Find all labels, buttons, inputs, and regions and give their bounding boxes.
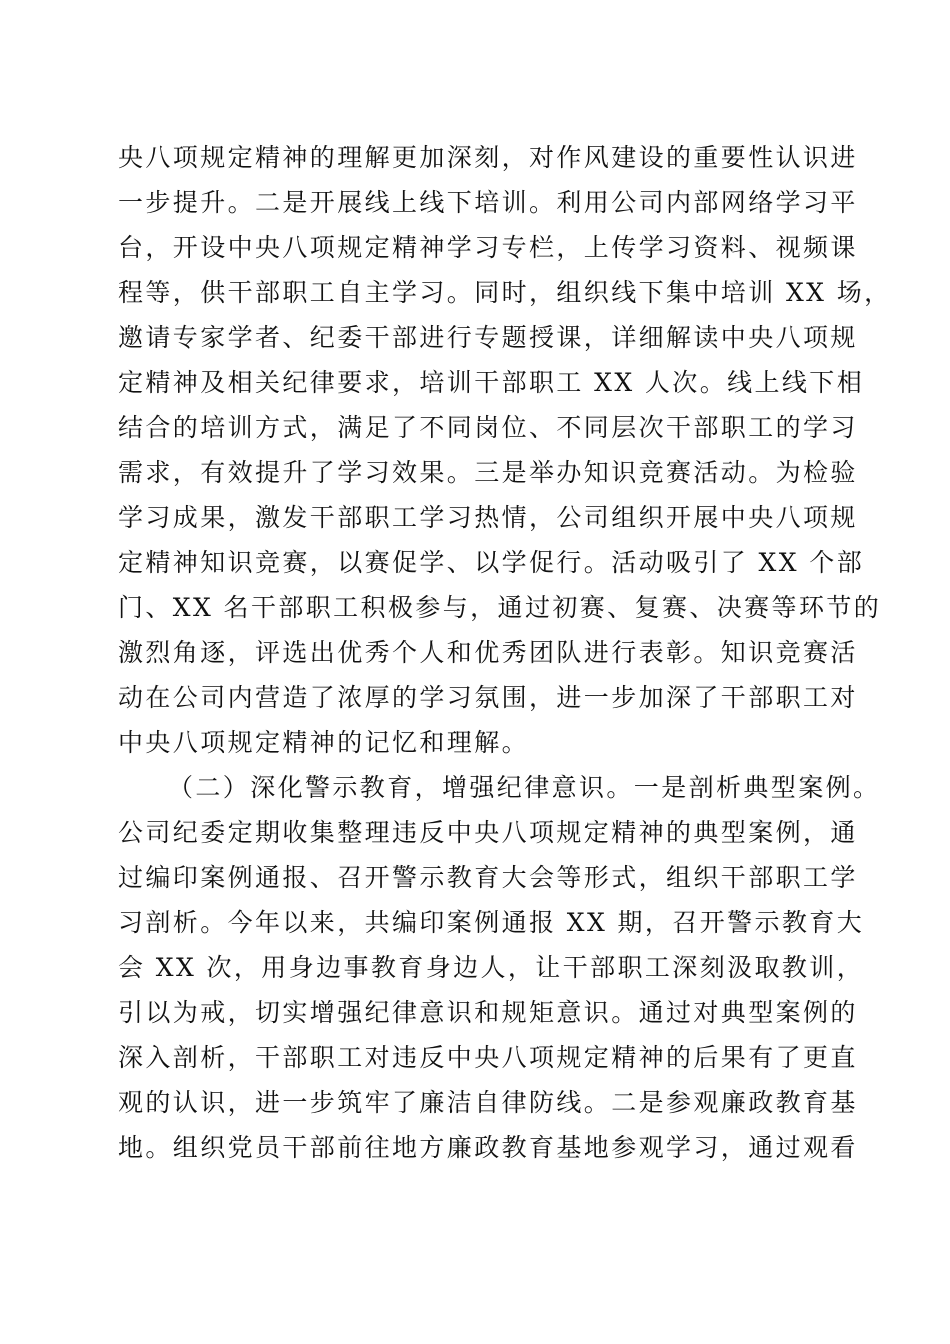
- text-line: 过编印案例通报、召开警示教育大会等形式，组织干部职工学: [118, 863, 858, 892]
- text-line: 观的认识，进一步筑牢了廉洁自律防线。二是参观廉政教育基: [118, 1088, 858, 1117]
- text-line: 会 XX 次，用身边事教育身边人，让干部职工深刻汲取教训，: [118, 953, 865, 982]
- text-line: 定精神知识竞赛，以赛促学、以学促行。活动吸引了 XX 个部: [118, 548, 865, 577]
- text-line: 央八项规定精神的理解更加深刻，对作风建设的重要性认识进: [118, 143, 858, 172]
- text-line: 公司纪委定期收集整理违反中央八项规定精神的典型案例，通: [118, 818, 858, 847]
- text-line: 习剖析。今年以来，共编印案例通报 XX 期，召开警示教育大: [118, 908, 865, 937]
- text-line: 邀请专家学者、纪委干部进行专题授课，详细解读中央八项规: [118, 323, 858, 352]
- text-line: 学习成果，激发干部职工学习热情，公司组织开展中央八项规: [118, 503, 858, 532]
- text-line: 定精神及相关纪律要求，培训干部职工 XX 人次。线上线下相: [118, 368, 865, 397]
- section-heading-line: （二）深化警示教育，增强纪律意识。一是剖析典型案例。: [168, 773, 881, 802]
- text-line: 激烈角逐，评选出优秀个人和优秀团队进行表彰。知识竞赛活: [118, 638, 858, 667]
- text-line: 深入剖析，干部职工对违反中央八项规定精神的后果有了更直: [118, 1043, 858, 1072]
- text-line: 门、XX 名干部职工积极参与，通过初赛、复赛、决赛等环节的: [118, 593, 882, 622]
- text-line: 一步提升。二是开展线上线下培训。利用公司内部网络学习平: [118, 188, 858, 217]
- text-line: 台，开设中央八项规定精神学习专栏，上传学习资料、视频课: [118, 233, 858, 262]
- text-line: 需求，有效提升了学习效果。三是举办知识竞赛活动。为检验: [118, 458, 858, 487]
- text-line: 地。组织党员干部前往地方廉政教育基地参观学习，通过观看: [118, 1133, 858, 1162]
- text-line: 动在公司内营造了浓厚的学习氛围，进一步加深了干部职工对: [118, 683, 858, 712]
- text-line: 结合的培训方式，满足了不同岗位、不同层次干部职工的学习: [118, 413, 858, 442]
- text-line: 中央八项规定精神的记忆和理解。: [118, 728, 530, 757]
- text-line: 程等，供干部职工自主学习。同时，组织线下集中培训 XX 场，: [118, 278, 892, 307]
- text-line: 引以为戒，切实增强纪律意识和规矩意识。通过对典型案例的: [118, 998, 858, 1027]
